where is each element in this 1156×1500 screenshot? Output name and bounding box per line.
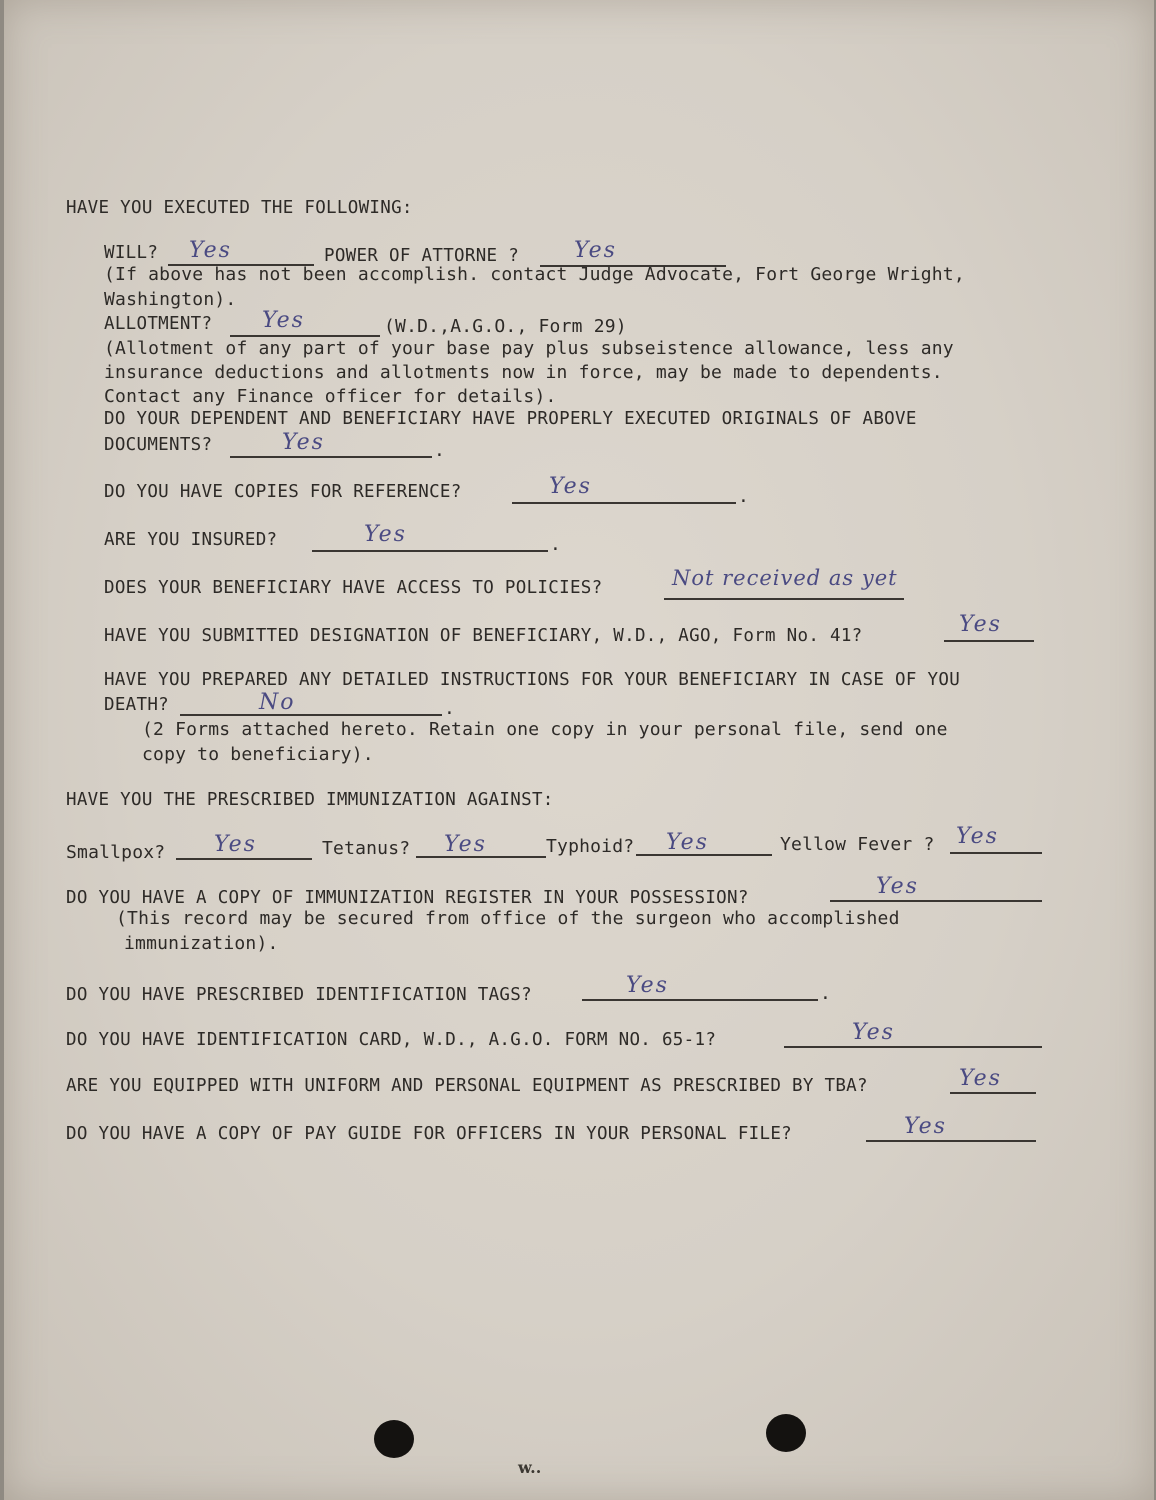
uniform-label: ARE YOU EQUIPPED WITH UNIFORM AND PERSONAL EQUIPMENT AS PRESCRIBED BY TBA? [66, 1076, 868, 1096]
note-allotment-line3: Contact any Finance officer for details). [104, 386, 557, 407]
bottom-mark: w.. [518, 1458, 542, 1477]
typhoid-answer: Yes [666, 830, 709, 855]
copies-answer: Yes [549, 474, 592, 499]
poa-answer: Yes [574, 238, 617, 263]
note-allotment-line1: (Allotment of any part of your base pay plus subseistence allowance, less any [104, 338, 954, 359]
insured-answer: Yes [364, 522, 407, 547]
will-label: WILL? [104, 243, 159, 263]
designation-label: HAVE YOU SUBMITTED DESIGNATION OF BENEFICIARY, W.D., AGO, Form No. 41? [104, 626, 863, 646]
insured-blank [312, 550, 548, 552]
note-judge-advocate-line1: (If above has not been accomplish. contact Judge Advocate, Fort George Wright, [104, 264, 965, 285]
punch-hole-right [766, 1414, 806, 1452]
period: . [444, 698, 456, 719]
allotment-blank [230, 335, 380, 337]
form-page [4, 0, 1154, 1500]
tags-answer: Yes [626, 973, 669, 998]
allotment-answer: Yes [262, 308, 305, 333]
dependent-question-line1: DO YOUR DEPENDENT AND BENEFICIARY HAVE PROPERLY EXECUTED ORIGINALS OF ABOVE [104, 409, 917, 429]
register-answer: Yes [876, 874, 919, 899]
dependent-answer: Yes [282, 430, 325, 455]
yellow-fever-label: Yellow Fever ? [780, 834, 935, 855]
dependent-blank [230, 456, 432, 458]
smallpox-label: Smallpox? [66, 842, 166, 863]
id-card-answer: Yes [852, 1020, 895, 1045]
note-forms-line2: copy to beneficiary). [142, 744, 374, 765]
designation-answer: Yes [959, 612, 1002, 637]
designation-blank [944, 640, 1034, 642]
allotment-label: ALLOTMENT? [104, 314, 213, 334]
pay-guide-answer: Yes [904, 1114, 947, 1139]
smallpox-answer: Yes [214, 832, 257, 857]
id-card-blank [784, 1046, 1042, 1048]
tetanus-label: Tetanus? [322, 838, 411, 859]
tags-blank [582, 999, 818, 1001]
immunization-heading: HAVE YOU THE PRESCRIBED IMMUNIZATION AGAINST: [66, 790, 554, 810]
poa-label: POWER OF ATTORNE ? [324, 246, 520, 266]
instructions-answer: No [259, 690, 296, 715]
period: . [820, 983, 832, 1004]
dependent-question-line2: DOCUMENTS? [104, 435, 213, 455]
register-label: DO YOU HAVE A COPY OF IMMUNIZATION REGISTER IN YOUR POSSESSION? [66, 888, 749, 908]
register-blank [830, 900, 1042, 902]
tetanus-answer: Yes [444, 832, 487, 857]
policies-label: DOES YOUR BENEFICIARY HAVE ACCESS TO POLICIES? [104, 578, 603, 598]
period: . [434, 440, 446, 461]
form-heading: HAVE YOU EXECUTED THE FOLLOWING: [66, 198, 413, 218]
copies-blank [512, 502, 736, 504]
note-register-line2: immunization). [124, 933, 279, 954]
policies-answer: Not received as yet [672, 566, 898, 590]
tags-label: DO YOU HAVE PRESCRIBED IDENTIFICATION TAGS? [66, 985, 532, 1005]
uniform-answer: Yes [959, 1066, 1002, 1091]
id-card-label: DO YOU HAVE IDENTIFICATION CARD, W.D., A.G.O. FORM NO. 65-1? [66, 1030, 717, 1050]
instructions-question-line2: DEATH? [104, 695, 170, 715]
punch-hole-left [374, 1420, 414, 1458]
allotment-form-ref: (W.D.,A.G.O., Form 29) [384, 316, 627, 337]
insured-label: ARE YOU INSURED? [104, 530, 278, 550]
yellow-fever-answer: Yes [956, 824, 999, 849]
copies-label: DO YOU HAVE COPIES FOR REFERENCE? [104, 482, 462, 502]
uniform-blank [950, 1092, 1036, 1094]
note-forms-line1: (2 Forms attached hereto. Retain one copy in your personal file, send one [142, 719, 948, 740]
policies-blank [664, 598, 904, 600]
instructions-blank [180, 714, 442, 716]
will-answer: Yes [189, 238, 232, 263]
note-register-line1: (This record may be secured from office of the surgeon who accomplished [116, 908, 900, 929]
typhoid-label: Typhoid? [546, 836, 635, 857]
period: . [550, 534, 562, 555]
pay-guide-blank [866, 1140, 1036, 1142]
yellow-fever-blank [950, 852, 1042, 854]
instructions-question-line1: HAVE YOU PREPARED ANY DETAILED INSTRUCTIONS FOR YOUR BENEFICIARY IN CASE OF YOU [104, 670, 961, 690]
period: . [738, 486, 750, 507]
smallpox-blank [176, 858, 312, 860]
note-judge-advocate-line2: Washington). [104, 289, 237, 310]
note-allotment-line2: insurance deductions and allotments now in force, may be made to dependents. [104, 362, 943, 383]
pay-guide-label: DO YOU HAVE A COPY OF PAY GUIDE FOR OFFICERS IN YOUR PERSONAL FILE? [66, 1124, 793, 1144]
